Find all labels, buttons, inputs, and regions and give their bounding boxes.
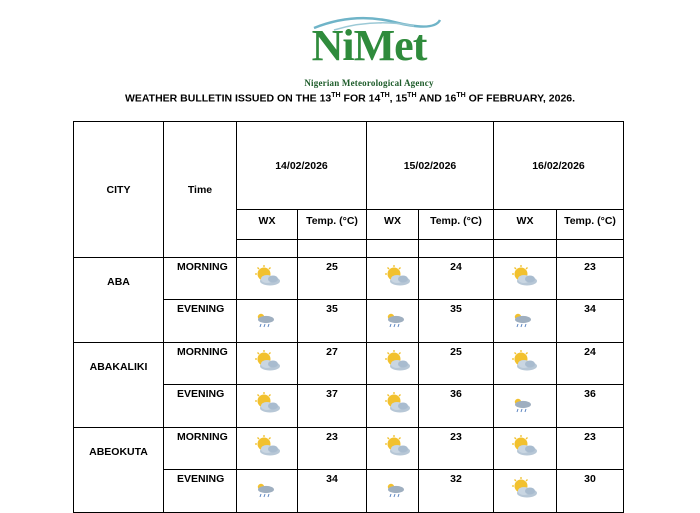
time-of-day: MORNING <box>164 343 237 385</box>
temperature-value: 34 <box>298 470 367 513</box>
temperature-value: 32 <box>419 470 494 513</box>
temp-subheader: Temp. (°C) <box>557 210 624 240</box>
wx-cell <box>237 300 298 343</box>
wx-subheader: WX <box>237 210 298 240</box>
logo-wordmark: NiMet <box>311 21 427 70</box>
temperature-value: 23 <box>557 258 624 300</box>
temperature-value: 36 <box>419 385 494 428</box>
temperature-value: 34 <box>557 300 624 343</box>
date-header: 15/02/2026 <box>367 122 494 210</box>
wx-cell <box>367 300 419 343</box>
temperature-value: 23 <box>298 428 367 470</box>
time-of-day: EVENING <box>164 385 237 428</box>
temperature-value: 24 <box>419 258 494 300</box>
weather-table <box>73 121 624 513</box>
table-row <box>74 258 624 300</box>
wx-cell <box>494 343 557 385</box>
time-of-day: MORNING <box>164 258 237 300</box>
wx-cell <box>494 385 557 428</box>
date-header: 16/02/2026 <box>494 122 624 210</box>
table-row <box>74 343 624 385</box>
temp-subheader: Temp. (°C) <box>419 210 494 240</box>
wx-cell <box>237 258 298 300</box>
wx-cell <box>494 300 557 343</box>
wx-cell <box>237 428 298 470</box>
time-header: Time <box>164 122 237 258</box>
wx-subheader: WX <box>494 210 557 240</box>
wx-subheader: WX <box>367 210 419 240</box>
table-row <box>74 428 624 470</box>
temperature-value: 23 <box>557 428 624 470</box>
agency-name: Nigerian Meteorological Agency <box>304 78 434 88</box>
city-name: ABEOKUTA <box>74 428 164 513</box>
temperature-value: 23 <box>419 428 494 470</box>
wx-cell <box>237 343 298 385</box>
temperature-value: 24 <box>557 343 624 385</box>
date-header: 14/02/2026 <box>237 122 367 210</box>
city-name: ABA <box>74 258 164 343</box>
wx-cell <box>367 343 419 385</box>
wx-cell <box>237 470 298 513</box>
temperature-value: 35 <box>419 300 494 343</box>
wx-cell <box>494 258 557 300</box>
wx-cell <box>494 470 557 513</box>
wx-cell <box>367 258 419 300</box>
temperature-value: 35 <box>298 300 367 343</box>
wx-cell <box>367 470 419 513</box>
time-of-day: EVENING <box>164 300 237 343</box>
wx-cell <box>237 385 298 428</box>
time-of-day: EVENING <box>164 470 237 513</box>
wx-cell <box>494 428 557 470</box>
wx-cell <box>367 428 419 470</box>
temperature-value: 36 <box>557 385 624 428</box>
nimet-logo <box>294 14 444 88</box>
city-name: ABAKALIKI <box>74 343 164 428</box>
bulletin-title: WEATHER BULLETIN ISSUED ON THE 13TH FOR 14TH, 15TH AND 16TH OF FEBRUARY, 2026. <box>124 92 576 105</box>
temperature-value: 25 <box>419 343 494 385</box>
temperature-value: 30 <box>557 470 624 513</box>
wx-cell <box>367 385 419 428</box>
city-header: CITY <box>74 122 164 258</box>
temp-subheader: Temp. (°C) <box>298 210 367 240</box>
temperature-value: 27 <box>298 343 367 385</box>
temperature-value: 25 <box>298 258 367 300</box>
time-of-day: MORNING <box>164 428 237 470</box>
temperature-value: 37 <box>298 385 367 428</box>
